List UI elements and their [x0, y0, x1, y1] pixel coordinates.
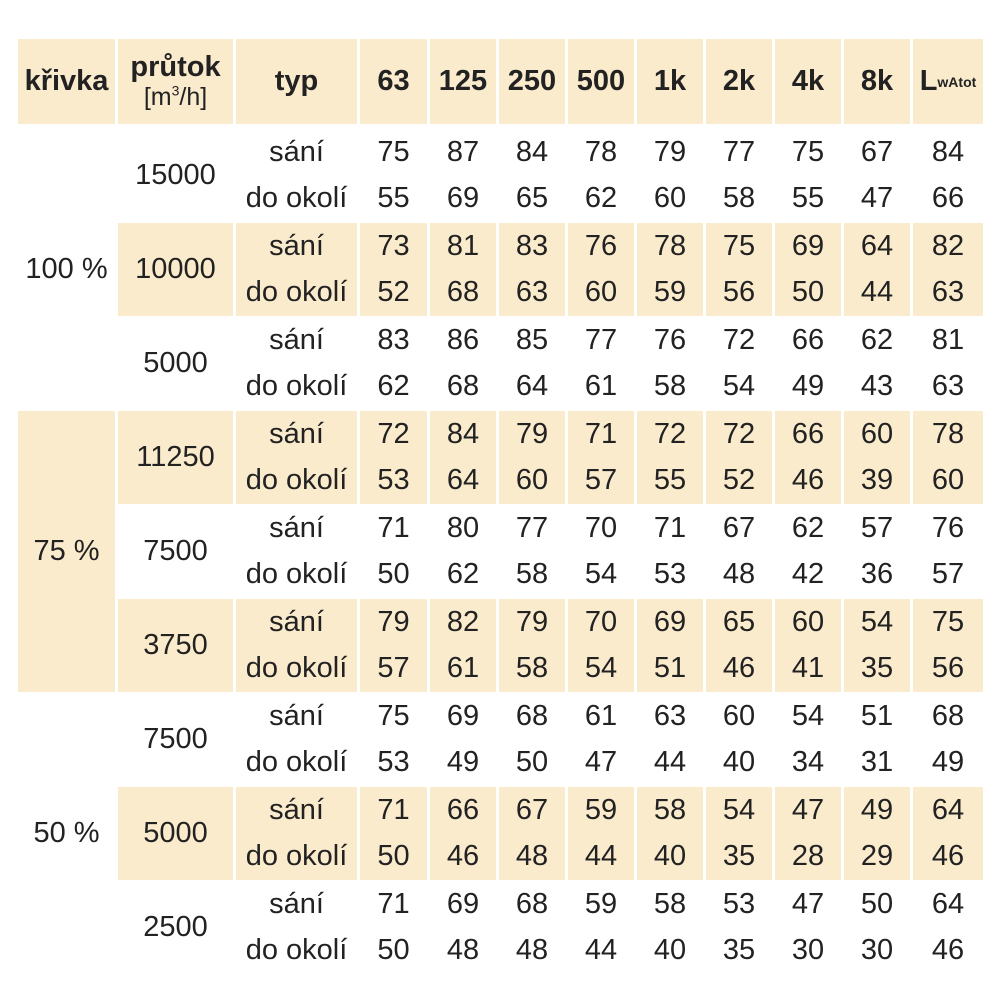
value-sani: 87	[446, 135, 480, 168]
value-sani: 84	[446, 417, 480, 450]
type-sani: sání	[269, 511, 324, 544]
header-freq-500: 500	[576, 65, 626, 97]
value-okoli: 46	[791, 464, 825, 497]
value-okoli: 44	[584, 840, 618, 873]
value-okoli: 60	[515, 464, 549, 497]
value-okoli: 48	[515, 840, 549, 873]
value-sani: 49	[860, 793, 894, 826]
value-okoli: 55	[653, 464, 687, 497]
value-sani: 79	[515, 417, 549, 450]
value-okoli: 63	[931, 276, 965, 309]
type-sani: sání	[269, 605, 324, 638]
value-sani: 82	[931, 229, 965, 262]
value-sani: 47	[791, 887, 825, 920]
value-okoli: 56	[931, 652, 965, 685]
value-sani: 67	[860, 135, 894, 168]
value-okoli: 58	[722, 182, 756, 215]
value-okoli: 62	[446, 558, 480, 591]
value-sani: 64	[860, 229, 894, 262]
value-sani: 54	[791, 699, 825, 732]
value-sani: 85	[515, 323, 549, 356]
type-sani: sání	[269, 887, 324, 920]
header-freq-8k: 8k	[860, 65, 894, 97]
value-okoli: 49	[931, 746, 965, 779]
header-freq-63: 63	[377, 65, 410, 97]
value-sani: 75	[931, 605, 965, 638]
value-okoli: 46	[722, 652, 756, 685]
value-okoli: 61	[584, 370, 618, 403]
value-okoli: 44	[860, 276, 894, 309]
value-sani: 78	[584, 135, 618, 168]
value-sani: 78	[653, 229, 687, 262]
unit-part: [m	[143, 82, 172, 111]
type-okoli: do okolí	[245, 934, 348, 967]
value-okoli: 46	[446, 840, 480, 873]
header-freq-1k: 1k	[653, 65, 687, 97]
value-okoli: 57	[584, 464, 618, 497]
value-sani: 71	[653, 511, 687, 544]
value-okoli: 60	[931, 464, 965, 497]
type-sani: sání	[269, 135, 324, 168]
value-sani: 62	[860, 323, 894, 356]
value-okoli: 69	[446, 182, 480, 215]
value-sani: 65	[722, 605, 756, 638]
value-okoli: 44	[653, 746, 687, 779]
value-okoli: 40	[653, 840, 687, 873]
value-okoli: 65	[515, 182, 549, 215]
flow-value: 7500	[143, 535, 208, 567]
header-freq-4k: 4k	[791, 65, 825, 97]
value-sani: 60	[860, 417, 894, 450]
value-sani: 72	[377, 417, 410, 450]
value-okoli: 56	[722, 276, 756, 309]
value-okoli: 31	[860, 746, 894, 779]
value-sani: 58	[653, 793, 687, 826]
value-sani: 84	[515, 135, 549, 168]
value-sani: 70	[584, 511, 618, 544]
value-sani: 72	[722, 323, 756, 356]
value-okoli: 35	[722, 840, 756, 873]
value-sani: 71	[377, 793, 410, 826]
value-okoli: 41	[791, 652, 825, 685]
value-okoli: 35	[860, 652, 894, 685]
value-okoli: 62	[584, 182, 618, 215]
value-okoli: 54	[722, 370, 756, 403]
value-sani: 67	[722, 511, 756, 544]
value-okoli: 48	[722, 558, 756, 591]
value-sani: 80	[446, 511, 480, 544]
value-okoli: 46	[931, 840, 965, 873]
value-okoli: 59	[653, 276, 687, 309]
value-okoli: 43	[860, 370, 894, 403]
type-okoli: do okolí	[245, 370, 348, 403]
value-okoli: 62	[377, 370, 410, 403]
value-sani: 83	[515, 229, 549, 262]
value-okoli: 49	[446, 746, 480, 779]
value-okoli: 42	[791, 558, 825, 591]
value-okoli: 34	[791, 746, 825, 779]
value-sani: 72	[722, 417, 756, 450]
value-okoli: 50	[377, 558, 410, 591]
value-sani: 81	[931, 323, 965, 356]
value-sani: 68	[515, 699, 549, 732]
value-sani: 64	[931, 793, 965, 826]
value-sani: 60	[791, 605, 825, 638]
value-sani: 75	[377, 135, 410, 168]
unit-exponent: 3	[171, 82, 180, 99]
value-okoli: 35	[722, 934, 756, 967]
value-okoli: 53	[377, 746, 410, 779]
value-sani: 79	[515, 605, 549, 638]
value-okoli: 50	[377, 840, 410, 873]
value-sani: 62	[791, 511, 825, 544]
value-okoli: 46	[931, 934, 965, 967]
value-okoli: 54	[584, 652, 618, 685]
header-lwatot: L wAtot	[919, 65, 977, 97]
value-okoli: 40	[722, 746, 756, 779]
value-okoli: 58	[515, 652, 549, 685]
total-symbol: L	[919, 65, 938, 97]
krivka-label: 75 %	[33, 535, 100, 567]
type-okoli: do okolí	[245, 652, 348, 685]
flow-value: 5000	[143, 817, 208, 849]
value-okoli: 58	[653, 370, 687, 403]
header-prutok	[118, 39, 233, 124]
krivka-label: 100 %	[25, 253, 108, 285]
value-okoli: 68	[446, 370, 480, 403]
value-okoli: 60	[584, 276, 618, 309]
value-sani: 53	[722, 887, 756, 920]
unit-part: /h]	[179, 82, 208, 111]
value-sani: 86	[446, 323, 480, 356]
value-sani: 69	[446, 699, 480, 732]
value-sani: 60	[722, 699, 756, 732]
value-sani: 77	[584, 323, 618, 356]
value-sani: 77	[722, 135, 756, 168]
value-sani: 75	[377, 699, 410, 732]
value-sani: 76	[584, 229, 618, 262]
value-sani: 72	[653, 417, 687, 450]
type-okoli: do okolí	[245, 840, 348, 873]
value-okoli: 36	[860, 558, 894, 591]
value-okoli: 47	[860, 182, 894, 215]
header-krivka: křivka	[24, 65, 109, 97]
value-okoli: 57	[931, 558, 965, 591]
header-prutok-unit	[144, 84, 207, 112]
value-sani: 71	[377, 511, 410, 544]
value-okoli: 48	[515, 934, 549, 967]
value-okoli: 49	[791, 370, 825, 403]
value-okoli: 58	[515, 558, 549, 591]
value-sani: 71	[584, 417, 618, 450]
value-okoli: 53	[653, 558, 687, 591]
value-sani: 78	[931, 417, 965, 450]
value-sani: 64	[931, 887, 965, 920]
value-okoli: 54	[584, 558, 618, 591]
value-sani: 50	[860, 887, 894, 920]
flow-value: 15000	[135, 159, 216, 191]
value-okoli: 55	[791, 182, 825, 215]
value-okoli: 28	[791, 840, 825, 873]
value-okoli: 66	[931, 182, 965, 215]
value-okoli: 52	[722, 464, 756, 497]
krivka-label: 50 %	[33, 817, 100, 849]
value-sani: 69	[653, 605, 687, 638]
type-sani: sání	[269, 323, 324, 356]
value-okoli: 63	[515, 276, 549, 309]
value-sani: 82	[446, 605, 480, 638]
value-okoli: 50	[515, 746, 549, 779]
value-sani: 61	[584, 699, 618, 732]
header-prutok-label: průtok	[130, 50, 221, 83]
value-sani: 79	[377, 605, 410, 638]
value-okoli: 51	[653, 652, 687, 685]
value-sani: 73	[377, 229, 410, 262]
value-sani: 67	[515, 793, 549, 826]
value-sani: 68	[515, 887, 549, 920]
flow-value: 11250	[136, 441, 215, 473]
value-sani: 66	[446, 793, 480, 826]
value-okoli: 53	[377, 464, 410, 497]
value-okoli: 39	[860, 464, 894, 497]
value-okoli: 61	[446, 652, 480, 685]
value-sani: 58	[653, 887, 687, 920]
value-sani: 75	[791, 135, 825, 168]
value-sani: 79	[653, 135, 687, 168]
value-sani: 54	[860, 605, 894, 638]
value-sani: 68	[931, 699, 965, 732]
value-okoli: 60	[653, 182, 687, 215]
flow-value: 3750	[143, 629, 208, 661]
flow-value: 5000	[143, 347, 208, 379]
value-sani: 51	[860, 699, 894, 732]
value-okoli: 63	[931, 370, 965, 403]
value-okoli: 64	[446, 464, 480, 497]
value-sani: 66	[791, 417, 825, 450]
value-sani: 57	[860, 511, 894, 544]
value-sani: 59	[584, 793, 618, 826]
value-sani: 76	[931, 511, 965, 544]
value-sani: 75	[722, 229, 756, 262]
value-sani: 69	[446, 887, 480, 920]
header-freq-250: 250	[507, 65, 557, 97]
header-freq-125: 125	[438, 65, 488, 97]
header-freq-2k: 2k	[722, 65, 756, 97]
type-okoli: do okolí	[245, 464, 348, 497]
value-sani: 84	[931, 135, 965, 168]
type-okoli: do okolí	[245, 276, 348, 309]
type-sani: sání	[269, 417, 324, 450]
value-sani: 54	[722, 793, 756, 826]
value-sani: 83	[377, 323, 410, 356]
value-okoli: 57	[377, 652, 410, 685]
value-sani: 81	[446, 229, 480, 262]
header-typ: typ	[274, 65, 319, 97]
value-sani: 63	[653, 699, 687, 732]
type-okoli: do okolí	[245, 182, 348, 215]
type-sani: sání	[269, 699, 324, 732]
value-sani: 70	[584, 605, 618, 638]
flow-value: 7500	[143, 723, 208, 755]
type-okoli: do okolí	[245, 746, 348, 779]
type-sani: sání	[269, 229, 324, 262]
value-okoli: 64	[515, 370, 549, 403]
value-okoli: 40	[653, 934, 687, 967]
value-okoli: 52	[377, 276, 410, 309]
value-okoli: 50	[377, 934, 410, 967]
value-okoli: 29	[860, 840, 894, 873]
value-sani: 47	[791, 793, 825, 826]
value-okoli: 55	[377, 182, 410, 215]
value-sani: 76	[653, 323, 687, 356]
value-okoli: 30	[791, 934, 825, 967]
value-sani: 71	[377, 887, 410, 920]
value-okoli: 50	[791, 276, 825, 309]
flow-value: 2500	[143, 911, 208, 943]
value-sani: 77	[515, 511, 549, 544]
value-okoli: 48	[446, 934, 480, 967]
value-sani: 66	[791, 323, 825, 356]
value-sani: 69	[791, 229, 825, 262]
type-okoli: do okolí	[245, 558, 348, 591]
value-okoli: 30	[860, 934, 894, 967]
value-sani: 59	[584, 887, 618, 920]
flow-value: 10000	[135, 253, 216, 285]
value-okoli: 68	[446, 276, 480, 309]
type-sani: sání	[269, 793, 324, 826]
value-okoli: 44	[584, 934, 618, 967]
value-okoli: 47	[584, 746, 618, 779]
